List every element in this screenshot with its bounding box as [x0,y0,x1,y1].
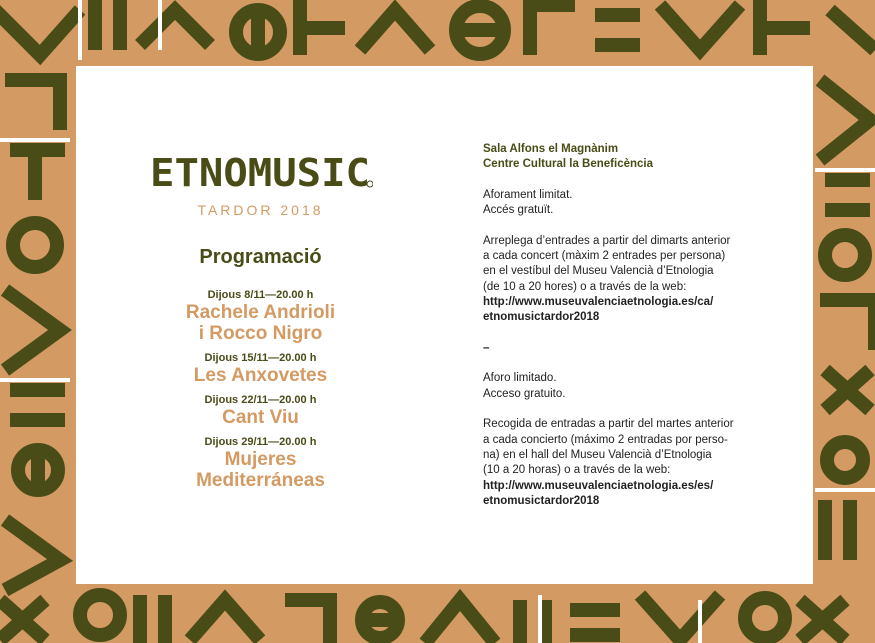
event-item [148,351,373,386]
logo-name: ETNOMUSIC [150,151,370,195]
web-link-ca-path[interactable]: etnomusictardor2018 [483,311,600,324]
capacity-ca-line2: Accés gratuït. [483,204,554,217]
event-name-line: Cant Viu [222,407,299,428]
capacity-es-line2: Acceso gratuito. [483,387,566,400]
venue-name: Sala Alfons el Magnànim [483,143,619,155]
info-card [76,66,813,584]
event-item [148,435,373,491]
tickets-es-line: Recogida de entradas a partir del martes anterior [483,418,734,431]
programme-title: Programació [199,246,322,268]
event-name-line: Les Anxovetes [193,365,328,386]
web-link-es[interactable]: http://www.museuvalenciaetnologia.es/es/ [483,479,714,492]
capacity-ca-line1: Aforament limitat. [483,188,573,201]
event-name-line: Mediterráneas [196,470,325,491]
tickets-ca [483,234,803,326]
event-list [148,288,373,498]
tickets-es-line: (10 a 20 horas) o a través de la web: [483,464,671,477]
web-link-es-path[interactable]: etnomusictardor2018 [483,494,600,507]
event-date: Dijous 8/11—20.00 h [207,289,314,301]
logo-wordmark [148,146,373,196]
event-name-line: Mujeres [224,449,297,470]
event-name-line: i Rocco Nigro [198,323,323,344]
event-date: Dijous 15/11—20.00 h [204,352,317,364]
event-item [148,393,373,428]
web-link-ca[interactable]: http://www.museuvalenciaetnologia.es/ca/ [483,295,714,308]
logo-subtitle: TARDOR 2018 [197,202,324,218]
tickets-ca-line: Arreplega d’entrades a partir del dimarts anterior [483,234,731,247]
event-name-line: Rachele Andrioli [185,302,336,323]
language-separator: – [483,341,490,354]
venue-block [483,142,803,173]
tickets-ca-line: en el vestíbul del Museu Valencià d’Etnologia [483,265,714,278]
tickets-es-line: na) en el hall del Museu Valencià d’Etnologia [483,448,712,461]
event-date: Dijous 22/11—20.00 h [204,394,317,406]
event-date: Dijous 29/11—20.00 h [204,436,317,448]
capacity-ca [483,188,803,219]
tickets-ca-line: (de 10 a 20 hores) o a través de la web: [483,280,687,293]
venue-centre: Centre Cultural la Beneficència [483,158,653,171]
event-item [148,288,373,344]
tickets-ca-line: a cada concert (màxim 2 entrades per persona) [483,250,726,263]
capacity-es [483,371,803,402]
info-column [483,142,803,524]
tickets-es [483,417,803,509]
etnomusic-logo [148,146,373,218]
tickets-es-line: a cada concierto (máximo 2 entradas por perso- [483,433,728,446]
capacity-es-line1: Aforo limitado. [483,372,557,385]
